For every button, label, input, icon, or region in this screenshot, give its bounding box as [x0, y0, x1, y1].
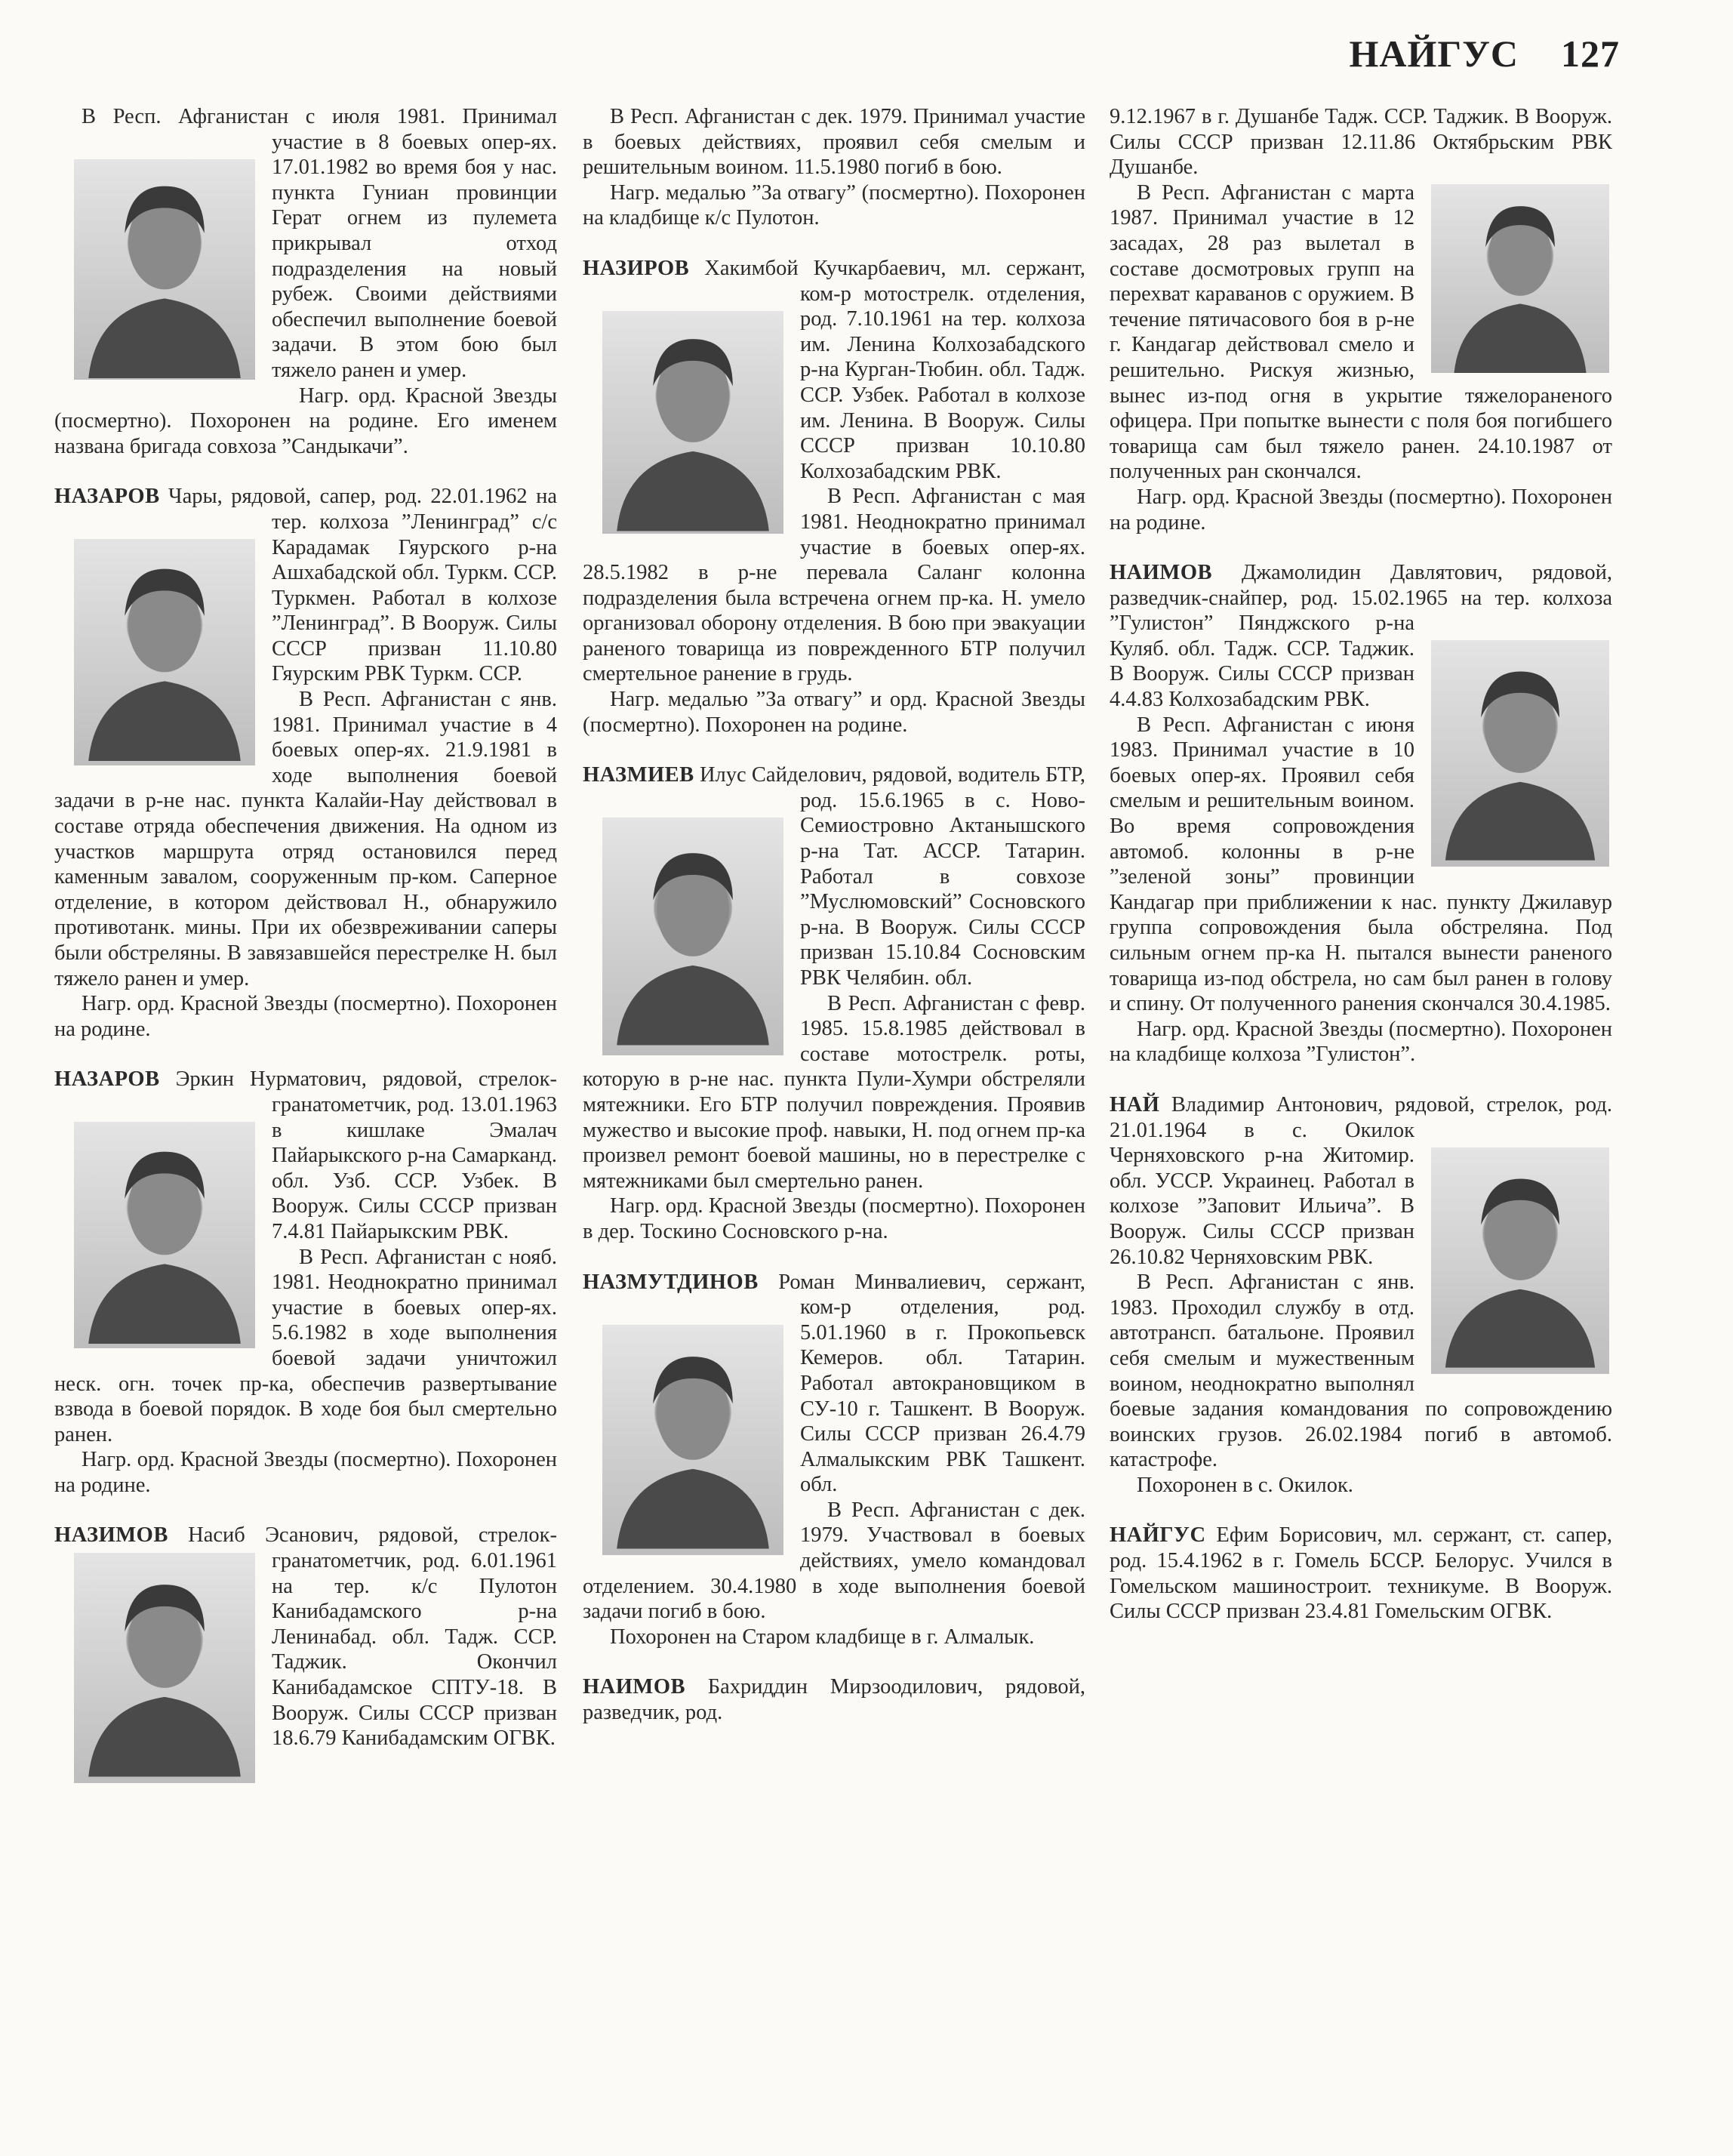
entry-text: Ефим Борисович, мл. сержант, ст. сапер, род. 15.4.1962 в г. Гомель БССР. Белорус. Учился в Гомельском машиностроит. техникуме. В Вооруж. Силы СССР призван 23.4.81 Гомельским ОГВК. [1110, 1523, 1612, 1624]
column-1 [54, 104, 557, 1788]
entry-surname: НАЗМИЕВ [583, 763, 694, 787]
portrait-photo [74, 1122, 255, 1348]
entry-nazmiev [583, 762, 1085, 1244]
entry-paragraph: Нагр. медалью ”За отвагу” и орд. Красной Звезды (посмертно). Похоронен на родине. [583, 688, 1085, 737]
entry-paragraph: В Респ. Афганистан с марта 1987. Принимал участие в 12 засадах, 28 раз вылетал в составе досмотровых групп на перехват караванов с оружием. В течение пятичасового боя в р-не г. Кандагар действовал смело и решительно. Рискуя жизнью, вынес из-под огня в укрытие тяжелораненого офицера. При попытке вынести с поля боя погибшего товарища сам был тяжело ранен. 24.10.1987 от полученных ран скончался. [1110, 180, 1612, 484]
portrait-photo [1431, 1147, 1609, 1374]
entry-text: Джамолидин Давлятович, рядовой, разведчик-снайпер, род. 15.02.1965 на тер. колхоза ”Гулистон” Пянджского р-на Куляб. обл. Тадж. ССР. Таджик. В Вооруж. Силы СССР призван 4.4.83 Колхозабадским РВК. [1110, 561, 1612, 712]
entry-text: Хакимбой Кучкарбаевич, мл. сержант, ком-р мотострелк. отделения, род. 7.10.1961 на тер. колхоза им. Ленина Колхозабадского р-на Курган-Тюбин. обл. Тадж. ССР. Узбек. Работал в колхозе им. Ленина. В Вооруж. Силы СССР призван 10.10.80 Колхозабадским РВК. [689, 256, 1085, 483]
entry-nazarov-erkin [54, 1067, 557, 1498]
entry-paragraph: В Респ. Афганистан с дек. 1979. Участвовал в боевых действиях, умело командовал отделением. 30.4.1980 в ходе выполнения боевой задачи погиб в бою. [583, 1498, 1085, 1624]
entry-paragraph: Нагр. орд. Красной Звезды (посмертно). Похоронен на родине. Его именем названа бригада совхоза ”Сандыкачи”. [54, 383, 557, 458]
entry-text: Илус Сайделович, рядовой, водитель БТР, род. 15.6.1965 в с. Ново-Семиостровно Актанышского р-на Тат. АССР. Татарин. Работал в совхозе ”Муслюмовский” Сосновского р-на. В Вооруж. Силы СССР призван 15.10.84 Сосновским РВК Челябин. обл. [694, 763, 1085, 990]
column-2 [583, 104, 1085, 1751]
entry-nazmutdinov [583, 1270, 1085, 1650]
portrait-photo [1431, 640, 1609, 867]
entry-text: Роман Минвалиевич, сержант, ком-р отделения, род. 5.01.1960 в г. Прокопьевск Кемеров. обл. Татарин. Работал автокрановщиком в СУ-10 г. Ташкент. В Вооруж. Силы СССР призван 26.4.79 Алмалыкским РВК Ташкент. обл. [758, 1270, 1085, 1497]
entry-text: Владимир Антонович, рядовой, стрелок, род. 21.01.1964 в с. Окилок Черняховского р-на Житомир. обл. УССР. Украинец. Работал в колхозе ”Заповит Ильича”. В Вооруж. Силы СССР призван 26.10.82 Черняховским РВК. [1110, 1092, 1612, 1269]
entry-paragraph [54, 104, 557, 383]
entry-paragraph: В Респ. Афганистан с дек. 1979. Принимал участие в боевых действиях, проявил себя смелым и решительным воином. 11.5.1980 погиб в бою. [583, 105, 1085, 180]
running-head-title: НАЙГУС [1349, 32, 1519, 75]
entry-paragraph [583, 256, 1085, 484]
entry-nazirov [583, 256, 1085, 738]
entry-surname: НАИМОВ [583, 1675, 685, 1699]
portrait-photo [1431, 184, 1609, 373]
portrait-photo [74, 1553, 255, 1783]
entry-surname: НАЗМУТДИНОВ [583, 1270, 759, 1294]
entry-nazimov [54, 1523, 557, 1751]
portrait-photo [74, 159, 255, 380]
entry-surname: НАИМОВ [1110, 561, 1212, 585]
entry-text: В Респ. Афганистан с июля 1981. Принимал участие в 8 боевых опер-ях. 17.01.1982 во время боя у нас. пункта Гуниан провинции Герат огнем из пулемета прикрывал отход подразделения на новый рубеж. Своими действиями обеспечил выполнение боевой задачи. В этом бою был тяжело ранен и умер. [82, 105, 557, 382]
entry-surname: НАЗАРОВ [54, 1067, 160, 1092]
portrait-photo [602, 1325, 783, 1555]
entry-continuation [54, 104, 557, 459]
entry-surname: НАЗИМОВ [54, 1523, 168, 1548]
column-3 [1110, 104, 1612, 1649]
entry-surname: НАЙ [1110, 1092, 1160, 1116]
entry-paragraph [1110, 1092, 1612, 1270]
entry-naigus [1110, 1523, 1612, 1624]
entry-paragraph: В Респ. Афганистан с мая 1981. Неоднократно принимал участие в боевых опер-ях. 28.5.1982 в р-не перевала Саланг колонна подразделения была встречена огнем пр-ка. Н. умело организовал оборону отделения. В бою при эвакуации раненого товарища из поврежденного БТР получил смертельное ранение в грудь. [583, 485, 1085, 686]
entry-paragraph: Похоронен в с. Окилок. [1137, 1473, 1353, 1497]
entry-paragraph: В Респ. Афганистан с февр. 1985. 15.8.1985 действовал в составе мотострелк. роты, которую в р-не нас. пункта Пули-Хумри обстреляли мятежники. Его БТР получил повреждения. Проявив мужество и высокие проф. навыки, Н. под огнем пр-ка произвел ремонт боевой машины, но в перестрелке с мятежниками был смертельно ранен. [583, 991, 1085, 1193]
entry-paragraph: В Респ. Афганистан с июня 1983. Принимал участие в 10 боевых опер-ях. Проявил себя смелым и решительным воином. Во время сопровождения автомоб. колонны в р-не ”зеленой зоны” провинции Кандагар при приближении к нас. пункту Джилавур группа сопровождения была обстреляна. Под сильным огнем пр-ка Н. пытался вынести раненого товарища из-под обстрела, но сам был ранен в голову и спину. От полученного ранения скончался 30.4.1985. [1110, 713, 1612, 1016]
entry-paragraph [54, 484, 557, 687]
entry-nazarov-chary [54, 484, 557, 1042]
entry-paragraph: Похоронен на Старом кладбище в г. Алмалык. [610, 1625, 1035, 1649]
entry-continuation [1110, 104, 1612, 535]
entry-paragraph [1110, 1523, 1612, 1624]
entry-paragraph: Нагр. медалью ”За отвагу” (посмертно). Похоронен на кладбище к/с Пулотон. [583, 180, 1085, 230]
entry-naimov-dzhamolidin [1110, 560, 1612, 1067]
entry-paragraph: Нагр. орд. Красной Звезды (посмертно). Похоронен на родине. [1110, 485, 1612, 534]
entry-text: Чары, рядовой, сапер, род. 22.01.1962 на тер. колхоза ”Ленинград” с/с Карадамак Гяурского р-на Ашхабадской обл. Туркм. ССР. Туркмен. Работал в колхозе ”Ленинград”. В Вооруж. Силы СССР призван 11.10.80 Гяурским РВК Туркм. ССР. [159, 485, 557, 686]
entry-paragraph [583, 1674, 1085, 1725]
entry-paragraph: В Респ. Афганистан с янв. 1981. Принимал участие в 4 боевых опер-ях. 21.9.1981 в ходе выполнения боевой задачи в р-не нас. пункта Калайи-Нау действовал в составе отряда обеспечения движения. На одном из участков маршрута отряд остановился перед каменным завалом, сооруженным пр-ком. Саперное отделение, в котором действовал Н., обнаружило противотанк. мины. При их обезвреживании саперы были обстреляны. В завязавшейся перестрелке Н. был тяжело ранен и умер. [54, 688, 557, 990]
portrait-photo [602, 818, 783, 1055]
entry-paragraph: Нагр. орд. Красной Звезды (посмертно). Похоронен на родине. [54, 1448, 557, 1497]
portrait-photo [602, 311, 783, 534]
entry-text: Эркин Нурматович, рядовой, стрелок-гранатометчик, род. 13.01.1963 в кишлаке Эмалач Пайарыкского р-на Самарканд. обл. Узб. ССР. Узбек. В Вооруж. Силы СССР призван 7.4.81 Пайарыкским РВК. [159, 1067, 557, 1243]
entry-text: Бахриддин Мирзоодилович, рядовой, разведчик, род. [583, 1675, 1085, 1725]
entry-paragraph [54, 1067, 557, 1244]
entry-paragraph: В Респ. Афганистан с нояб. 1981. Неоднократно принимал участие в боевых опер-ях. 5.6.1982 в ходе выполнения боевой задачи уничтожил неск. огн. точек пр-ка, обеспечив развертывание взвода в боевой порядок. В ходе боя был смертельно ранен. [54, 1245, 557, 1446]
entry-paragraph [583, 762, 1085, 990]
entry-paragraph: Нагр. орд. Красной Звезды (посмертно). Похоронен на кладбище колхоза ”Гулистон”. [1110, 1017, 1612, 1067]
entry-paragraph: Нагр. орд. Красной Звезды (посмертно). Похоронен на родине. [54, 992, 557, 1041]
entry-surname: НАЙГУС [1110, 1523, 1206, 1548]
entry-nai [1110, 1092, 1612, 1498]
entry-naimov-bakhriddin [583, 1674, 1085, 1725]
page-number: 127 [1561, 32, 1620, 75]
running-header [1349, 32, 1620, 75]
entry-paragraph [583, 1270, 1085, 1498]
portrait-photo [74, 539, 255, 765]
entry-paragraph: В Респ. Афганистан с янв. 1983. Проходил службу в отд. автотрансп. батальоне. Проявил себя смелым и мужественным воином, неоднократно выполнял боевые задания командования по сопровождению воинских грузов. 26.02.1984 погиб в автомоб. катастрофе. [1110, 1270, 1612, 1472]
entry-paragraph [1110, 560, 1612, 713]
entry-continuation [583, 104, 1085, 231]
entry-text: 9.12.1967 в г. Душанбе Тадж. ССР. Таджик. В Вооруж. Силы СССР призван 12.11.86 Октябрьским РВК Душанбе. [1110, 105, 1612, 180]
entry-text: Насиб Эсанович, рядовой, стрелок-гранатометчик, род. 6.01.1961 на тер. к/с Пулотон Канибадамского р-на Ленинабад. обл. Тадж. ССР. Таджик. Окончил Канибадамское СПТУ-18. В Вооруж. Силы СССР призван 18.6.79 Канибадамским ОГВК. [168, 1523, 557, 1751]
entry-paragraph [1110, 104, 1612, 180]
entry-surname: НАЗАРОВ [54, 485, 160, 509]
entry-paragraph: Нагр. орд. Красной Звезды (посмертно). Похоронен в дер. Тоскино Сосновского р-на. [583, 1194, 1085, 1243]
entry-surname: НАЗИРОВ [583, 256, 690, 280]
entry-paragraph [54, 1523, 557, 1751]
